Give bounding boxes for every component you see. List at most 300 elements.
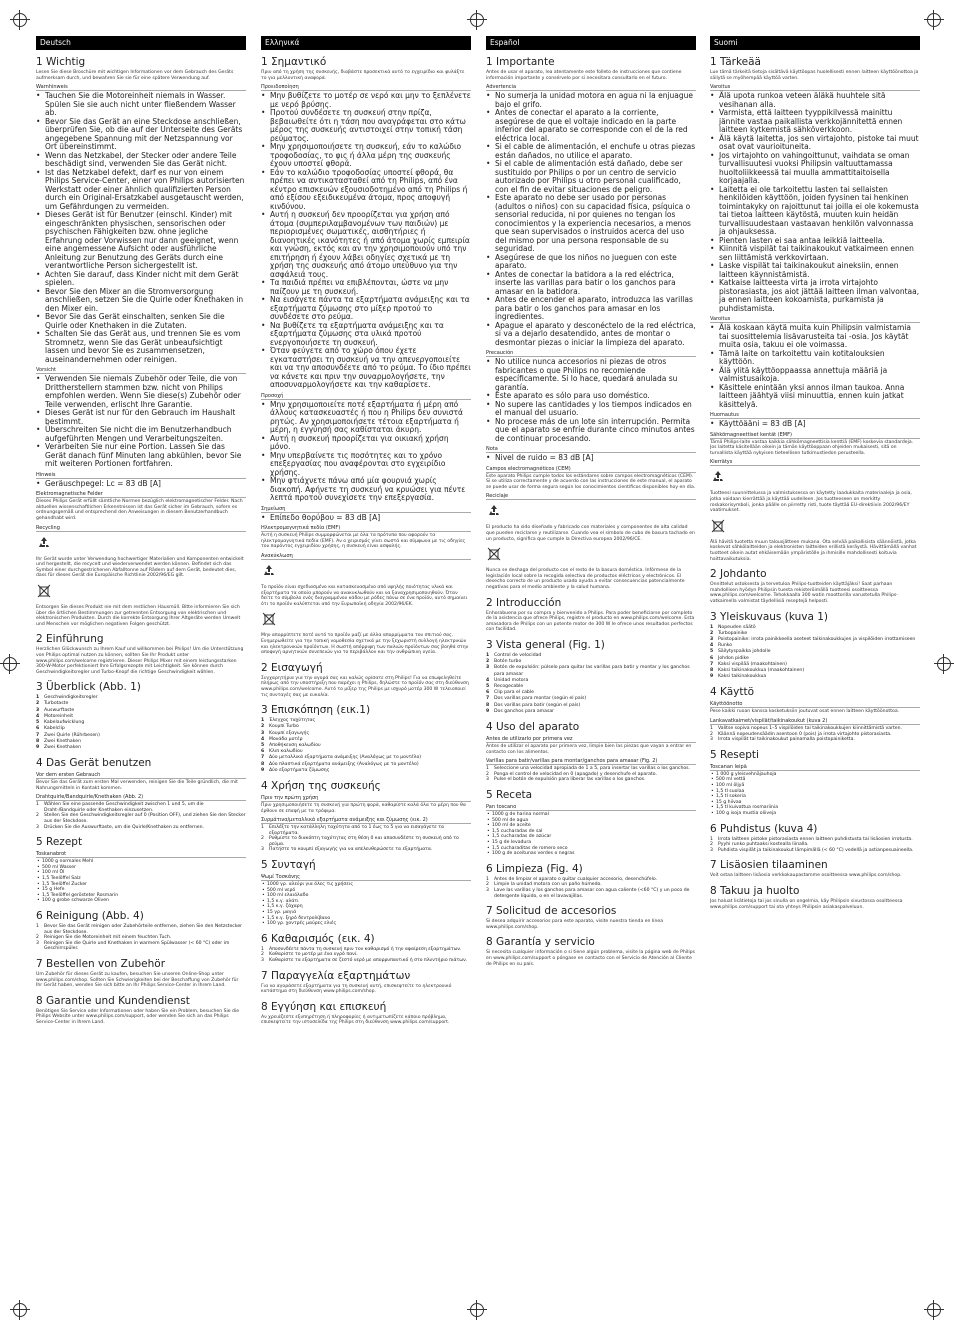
section-cleaning-title: 6 Reinigung (Abb. 4) <box>36 910 144 923</box>
step-item <box>261 825 471 836</box>
list-item: • Μην χρησιμοποιείτε ποτέ εξαρτήματα ή μέρη από άλλους κατασκευαστές ή που η Philips δεν συνιστά ρητώς. Αν χρησιμοποιήσετε τέτοια εξαρτήματα ή μέρη, η εγγύησή σας καθίσταται άκυρη. <box>261 401 471 435</box>
caution-list <box>486 358 696 443</box>
list-item: • Geräuschpegel: Lc = 83 dB [A] <box>36 480 246 489</box>
step-number: 1 <box>486 766 489 772</box>
step-number: 2 <box>710 731 713 737</box>
section-accessories-title: 7 Παραγγελία εξαρτημάτων <box>261 969 411 982</box>
note-list <box>710 420 920 429</box>
list-item: • Antes de encender el aparato, introduzca las varillas para batir o los ganchos para amasar en los ingredientes. <box>486 296 696 322</box>
recycling-text: Tuotteesi suunnittelussa ja valmistuksessa on käytetty laadukkaita materiaaleja ja osia, jotka voidaan kierrättää ja käyttää uudelleen. Jos tuotteeseen on merkitty roskakorisymboli, jonka päälle on piirretty risti, tuote täyttää EU-direktiivin 2002/96/EY vaatimukset. <box>710 491 912 514</box>
list-item: • Εάν το καλώδιο τροφοδοσίας υποστεί φθορά, θα πρέπει να αντικατασταθεί από τη Philips, από ένα κέντρο επισκευών εξουσιοδοτημένο από τη Philips ή από εξίσου εξειδικευμένα άτομα, προς αποφυγή κινδύνου. <box>261 169 471 212</box>
part-number: 4 <box>261 736 265 742</box>
before-first-use-text: Antes de utilizar el aparato por primera vez, limpie bien las piezas que vayan a entrar en contacto con los alimentos. <box>486 744 692 755</box>
part-number: 5 <box>36 720 40 726</box>
step-text: Ponga el control de velocidad en 0 (apagado) y desenchufe el aparato. <box>494 771 657 777</box>
important-intro: Lesen Sie diese Broschüre mit wichtigen Informationen vor dem Gebrauch des Geräts aufmerksam durch, und bewahren Sie sie für eine spätere Verwendung auf. <box>36 70 234 81</box>
disposal-text: Entsorgen Sie dieses Produkt nie mit dem restlichen Hausmüll. Bitte informieren Sie sich über die örtlichen Bestimmungen zur getrennten Entsorgung von elektrischen und elektronischen Produkten. Durch die korrekte Entsorgung Ihrer Altgeräte werden Umwelt und Menschen vor möglichen negativen Folgen geschützt. <box>36 604 241 627</box>
section-guarantee-title: 8 Takuu ja huolto <box>710 884 800 897</box>
part-label: Έλεγχος ταχύτητας <box>269 718 316 724</box>
recipe-name: Toscanan leipä <box>710 764 920 771</box>
part-label: Αποθήκευση καλωδίου <box>269 742 321 748</box>
part-label: Κουμπί εξαγωγής <box>269 730 310 736</box>
list-item: • 1,5 κ.γ. αλάτι <box>261 899 471 905</box>
step-item <box>710 848 920 854</box>
section-overview-title: 3 Επισκόπηση (εικ.1) <box>261 704 371 717</box>
part-number: 1 <box>36 695 40 701</box>
list-item: • Älä upota runkoa veteen äläkä huuhtele sitä vesihanan alla. <box>710 92 920 109</box>
part-number: 7 <box>486 696 490 702</box>
part-label: Control de velocidad <box>494 653 542 658</box>
part-label: Δύο μεταλλικά εξαρτήματα ανάμειξης (Αναλόγως με το μοντέλο) <box>269 755 422 761</box>
caution-heading: Varoitus <box>710 316 920 323</box>
cleaning-steps <box>486 877 696 899</box>
list-item: • Este aparato es sólo para uso doméstico. <box>486 392 696 401</box>
part-label: Turbotaste <box>44 701 69 707</box>
list-item: • Laske vispilät tai taikinakoukut aineksiin, ennen laitteen käynnistämistä. <box>710 262 920 279</box>
list-item: • 1,5 tl sokeria <box>710 794 920 800</box>
recipe-name: Ψωμί Τοσκάνης <box>261 874 471 881</box>
step-text: Puhdista vispilät ja taikinakoukut lämpimällä (< 60 °C) vedellä ja astianpesuaineella. <box>718 847 914 853</box>
note-list <box>36 480 246 489</box>
part-label: Unidad motora <box>494 677 529 683</box>
list-item: • Si el cable de alimentación está dañado, debe ser sustituido por Philips o por un centro de servicio autorizado por Philips u otro personal cualificado, con el fin de evitar situaciones de peligro. <box>486 160 696 194</box>
part-label: Κουμπί Turbo <box>269 724 299 730</box>
list-item: • 15 g de levadura <box>486 840 696 846</box>
recipe-name: Toskanabrot <box>36 851 246 858</box>
crop-mark-top-left <box>10 10 30 30</box>
part-number: 8 <box>486 702 490 708</box>
language-header: Deutsch <box>36 36 246 50</box>
section-important-title: 1 Importante <box>486 56 555 68</box>
step-number: 2 <box>36 813 39 819</box>
section-use-title: 4 Uso del aparato <box>486 721 580 734</box>
recycling-heading: Kierrätys <box>710 459 920 466</box>
part-label: Clip para el cable <box>494 690 534 696</box>
list-item: • Προτού συνδέσετε τη συσκευή στην πρίζα, βεβαιωθείτε ότι η τάση που αναγράφεται στο κάτω μέρος της συσκευής αντιστοιχεί στην τοπική τάση ρεύματος. <box>261 109 471 143</box>
step-item <box>36 924 246 935</box>
part-number: 3 <box>486 665 490 671</box>
list-item: • Katkaise laitteesta virta ja irrota virtajohto pistorasiasta, jos aiot jättää laitteen ilman valvontaa, ja ennen laitteen kokoamista, purkamista ja puhdistamista. <box>710 279 920 313</box>
step-text: Πατήστε το κουμπί εξαγωγής για να απελευθερώσετε τα εξαρτήματα. <box>269 847 433 853</box>
section-guarantee-title: 8 Garantía y servicio <box>486 936 595 949</box>
guarantee-text: Αν χρειάζεστε εξυπηρέτηση ή πληροφορίες ή αντιμετωπίζετε κάποιο πρόβλημα, επισκεφτείτε την ιστοσελίδα της Philips στη διεύθυνση www.philips.com/support. <box>261 1014 450 1026</box>
part-number: 9 <box>261 767 265 773</box>
part-label: Poistopainike: irrota painikkeella aseteet taikinakoukkujen ja vispilöiden irrottamiseen <box>718 637 916 642</box>
list-item: • Käyttöääni = 83 dB [A] <box>710 420 920 429</box>
step-item <box>36 825 246 831</box>
list-item: • 15 g Hefe <box>36 887 246 893</box>
ingredients-list <box>486 812 696 857</box>
step-number: 2 <box>36 935 39 941</box>
part-label: Kaksi vispilää (maakohtainen) <box>718 661 787 667</box>
note-heading: Nota <box>486 446 696 453</box>
emf-heading: Campos electromagnéticos (CEM) <box>486 466 696 473</box>
before-first-use-heading: Käyttöönotto <box>710 701 920 708</box>
step-number: 3 <box>261 847 264 853</box>
step-number: 1 <box>710 836 713 842</box>
step-text: Καθαρίστε το μοτέρ με ένα υγρό πανί. <box>269 952 358 958</box>
list-item: • 100 γρ. χοντρές μαύρες ελιές <box>261 921 471 927</box>
list-item: • 1,5 cucharaditas de romero seco <box>486 846 696 852</box>
step-number: 3 <box>261 958 264 964</box>
step-number: 2 <box>261 952 264 958</box>
list-item: • Όταν φεύγετε από το χώρο όπου έχετε εγκαταστήσει τη συσκευή να την απενεργοποιείτε και να την αποσυνδέετε από το ρεύμα. Το ίδιο πρέπει να κάνετε και πριν την συναρμολογήσετε, την αποσυναρμολογήσετε και την καθαρίσετε. <box>261 347 471 390</box>
ingredients-list <box>710 772 920 817</box>
section-recipe-title: 5 Receta <box>486 789 533 801</box>
part-number: 3 <box>36 707 40 713</box>
step-number: 2 <box>710 842 713 848</box>
list-item: • 1,5 cucharadas de sal <box>486 829 696 835</box>
list-item: • Este aparato no debe ser usado por personas (adultos o niños) con su capacidad física, psíquica o sensorial reducida, ni por quienes no tengan los conocimientos y la experiencia necesarios, a menos que sean supervisados o instruidos acerca del uso del mismo por una persona responsable de su seguridad. <box>486 194 696 254</box>
step-text: Reinigen Sie die Motoreinheit mit einem feuchten Tuch. <box>44 935 172 941</box>
list-item: • Ist das Netzkabel defekt, darf es nur von einem Philips Service-Center, einer von Philips autorisierten Werkstatt oder einer ähnlich qualifizierten Person durch ein Original-Ersatzkabel ausgetauscht werden, um Gefährdungen zu vermeiden. <box>36 169 246 212</box>
list-item: • Überschreiten Sie nicht die im Benutzerhandbuch aufgeführten Mengen und Verarbeitungszeiten. <box>36 426 246 443</box>
part-label: Botón turbo <box>494 659 522 665</box>
part-number: 7 <box>710 661 714 667</box>
part-item <box>486 709 696 715</box>
part-label: Turbopainike <box>718 630 748 636</box>
step-text: Stellen Sie den Geschwindigkeitsregler auf 0 (Position OFF), und ziehen Sie den Stecker aus der Steckdose. <box>44 813 246 825</box>
before-first-use-heading: Vor dem ersten Gebrauch <box>36 772 246 779</box>
caution-heading: Προσοχή <box>261 393 471 400</box>
list-item: • Να βυθίζετε τα εξαρτήματα ανάμειξης και τα εξαρτήματα ζύμωσης στα υλικά προτού ενεργοποιήσετε τη συσκευή. <box>261 322 471 348</box>
language-column-3 <box>486 36 696 1306</box>
part-label: Kabelclip <box>44 726 65 732</box>
step-text: Lave las varillas y los ganchos para amasar con agua caliente (<60 °C) y un poco de detergente líquido, o en el lavavajillas. <box>494 887 690 899</box>
warning-list <box>36 92 246 364</box>
cleaning-steps <box>261 947 471 964</box>
parts-list <box>486 653 696 715</box>
part-number: 1 <box>486 653 490 658</box>
before-first-use-heading: Antes de utilizarlo por primera vez <box>486 736 696 743</box>
part-item <box>261 768 471 774</box>
step-item <box>261 836 471 847</box>
emf-text: Este aparato Philips cumple todos los estándares sobre campos electromagnéticos (CEM). Si se utiliza correctamente y de acuerdo con las instrucciones de este manual, el aparato se puede usar de forma segura según los conocimientos científicos disponibles hoy en día. <box>486 473 696 490</box>
list-item: • Achten Sie darauf, dass Kinder nicht mit dem Gerät spielen. <box>36 271 246 288</box>
part-number: 4 <box>710 643 714 649</box>
step-text: Bevor Sie das Gerät reinigen oder Zubehörteile entfernen, ziehen Sie den Netzstecker aus der Steckdose. <box>44 924 243 935</box>
section-use-title: 4 Χρήση της συσκευής <box>261 779 381 792</box>
step-text: Επιλέξτε την κατάλληλη ταχύτητα από το 1 έως το 5 για να εισαγάγετε τα εξαρτήματα. <box>269 825 445 836</box>
part-label: Nopeuden säätö <box>718 624 756 630</box>
list-item: • Bevor Sie das Gerät einschalten, senken Sie die Quirle oder Knethaken in die Zutaten. <box>36 313 246 330</box>
list-item: • Varmista, että laitteen tyyppikilvessä mainittu jännite vastaa paikallista verkkojännitettä ennen laitteen kytkemistä sähköverkkoon. <box>710 109 920 135</box>
recycling-heading: Ανακύκλωση <box>261 553 471 560</box>
part-number: 9 <box>486 708 490 714</box>
list-item: • Bevor Sie das Gerät an eine Steckdose anschließen, überprüfen Sie, ob die auf der Unterseite des Geräts angegebene Spannung mit der Netzspannung vor Ort übereinstimmt. <box>36 118 246 152</box>
emf-text: Αυτή η συσκευή Philips συμμορφώνεται με όλα τα πρότυπα που αφορούν τα ηλεκτρομαγνητικά πεδία (EMF). Αν ο χειρισμός γίνει σωστά και σύμφωνα με τις οδηγίες του παρόντος εγχειριδίου χρήσης, η συσκευή είναι ασφαλής. <box>261 533 466 550</box>
part-label: Runko <box>718 643 733 649</box>
use-steps <box>36 802 246 830</box>
list-item: • 1,5 cucharadas de azúcar <box>486 834 696 840</box>
part-label: Kaksi taikinakoukkua (maakohtainen) <box>718 668 805 674</box>
warning-list <box>486 92 696 347</box>
step-item <box>36 941 246 952</box>
part-number: 3 <box>261 730 265 736</box>
list-item: • Tämä laite on tarkoitettu vain kotitalouksien käyttöön. <box>710 350 920 367</box>
parts-list <box>36 695 246 751</box>
step-text: Αποσυνδέετε πάντα τη συσκευή πριν τον καθαρισμό ή την αφαίρεση εξαρτημάτων. <box>269 946 462 952</box>
list-item: • No supere las cantidades y los tiempos indicados en el manual del usuario. <box>486 401 696 418</box>
list-item: • 500 ml νερό <box>261 888 471 894</box>
step-text: Wählen Sie eine passende Geschwindigkeit zwischen 1 und 5, um die Draht-/Bandquirle oder Knethaken einzusetzen. <box>44 802 204 813</box>
list-item: • Αυτή η συσκευή προορίζεται για οικιακή χρήση μόνο. <box>261 435 471 452</box>
list-item: • 500 ml Wasser <box>36 865 246 871</box>
section-accessories-title: 7 Bestellen von Zubehör <box>36 957 166 970</box>
list-item: • 1,5 Teelöffel Salz <box>36 876 246 882</box>
recycle-icon <box>261 563 277 579</box>
language-header: Suomi <box>710 36 920 50</box>
part-label: Zwei Quirle (Rührbesen) <box>44 732 100 738</box>
part-number: 5 <box>486 684 490 690</box>
recycle-icon <box>710 469 726 485</box>
beaters-heading: Lankavatkaimet/vispilät/taikinakoukut (kuva 2) <box>710 718 920 725</box>
important-intro: Πριν από τη χρήση της συσκευής, διαβάστε προσεκτικά αυτό το εγχειρίδιο και φυλάξτε το για μελλοντική αναφορά. <box>261 70 465 81</box>
list-item: • 1,5 κ.γ. ξηρό δεντρολίβανο <box>261 916 471 922</box>
part-number: 5 <box>710 649 714 655</box>
list-item: • Να εισάγετε πάντα τα εξαρτήματα ανάμειξης και τα εξαρτήματα ζύμωσης στο μίξερ προτού το συνδέσετε στο ρεύμα. <box>261 296 471 322</box>
part-number: 3 <box>710 637 714 642</box>
beaters-heading: Drahtquirle/Bandquirle/Knethaken (Abb. 2) <box>36 794 246 801</box>
list-item: • Wenn das Netzkabel, der Stecker oder andere Teile beschädigt sind, verwenden Sie das Gerät nicht. <box>36 152 246 169</box>
important-intro: Antes de usar el aparato, lea atentamente este folleto de instrucciones que contiene información importante y consérvelo por si necesitara consultarlo en el futuro. <box>486 70 682 81</box>
step-text: Reinigen Sie die Quirle und Knethaken in warmem Spülwasser (< 60 °C) oder im Geschirrspüler. <box>44 940 230 952</box>
ingredients-list <box>261 882 471 927</box>
part-number: 9 <box>710 674 714 680</box>
crop-mark-mid-left <box>0 654 20 674</box>
list-item: • 100 ml öljyä <box>710 783 920 789</box>
recycle-icon <box>36 535 52 551</box>
part-item <box>486 665 696 677</box>
cleaning-steps <box>710 837 920 854</box>
introduction-text: Herzlichen Glückwunsch zu Ihrem Kauf und willkommen bei Philips! Um die Unterstützung von Philips optimal nutzen zu können, sollten Sie Ihr Produkt unter www.philips.com/welcome registrieren. Dieser Philips Mixer mit einem leistungsstarken 300-W-Motor perfektioniert Ihre Erfolgsrezepte mit Leichtigkeit. Sie können durch Geschwindigkeitsregler und Turbo-Knopf die richtige Geschwindigkeit wählen. <box>36 647 244 675</box>
warning-heading: Προειδοποίηση <box>261 84 471 91</box>
part-number: 6 <box>486 690 490 696</box>
language-column-2 <box>261 36 471 1306</box>
part-number: 7 <box>36 732 40 738</box>
recycling-text: El producto ha sido diseñado y fabricado con materiales y componentes de alta calidad que pueden reciclarse y reutilizarse. Cuando vea el símbolo de cubo de basura tachado en un producto, significa que cumple la Directiva europea 2002/96/CE. <box>486 525 695 542</box>
list-item: • 500 ml de agua <box>486 818 696 824</box>
disposal-text: Nunca se deshaga del producto con el resto de la basura doméstica. Infórmese de la legislación local sobre la recogida selectiva de productos eléctricos y electrónicos. El desecho correcto de un producto usado ayuda a evitar consecuencias potencialmente negativas para el medio ambiente y la salud humana. <box>486 568 685 591</box>
parts-list <box>261 718 471 774</box>
list-item: • 100 ml Öl <box>36 870 246 876</box>
list-item: • Antes de conectar el aparato a la corriente, asegúrese de que el voltaje indicado en la parte inferior del aparato se corresponde con el de la red eléctrica local. <box>486 109 696 143</box>
part-number: 8 <box>261 761 265 767</box>
use-steps <box>486 766 696 783</box>
part-label: Kaksi taikinakoukkua <box>718 674 767 680</box>
introduction-text: Onnittelut ostoksesta ja tervetuloa Philips-tuotteiden käyttäjäksi! Saat parhaan mahdollisen hyödyn Philipsin tuesta rekisteröimällä tuotteesi osoitteessa www.philips.com/welcome. Tehokkaalla 300 watin moottorilla varustetulla Philips-vatkaimella valmistat täydellisiä reseptejä helposti. <box>710 582 898 604</box>
list-item: • 15 g hiivaa <box>710 800 920 806</box>
list-item: • 1,5 Teelöffel Zucker <box>36 882 246 888</box>
step-number: 3 <box>36 824 39 830</box>
before-first-use-text: Bevor Sie das Gerät zum ersten Mal verwenden, reinigen Sie die Teile gründlich, die mit Nahrungsmitteln in Kontakt kommen. <box>36 780 238 791</box>
step-item <box>261 847 471 853</box>
list-item: • Verarbeiten Sie nur eine Portion. Lassen Sie das Gerät danach fünf Minuten lang abkühlen, bevor Sie mit weiteren Portionen fortfahren. <box>36 443 246 469</box>
beaters-heading: Συρμάτινα/μεταλλικά εξαρτήματα ανάμειξης και ζύμωσης (εικ. 2) <box>261 817 471 824</box>
list-item: • 1,5 κ.γ. ζάχαρη <box>261 904 471 910</box>
step-text: Pyyhi runko puhtaaksi kostealla liinalla. <box>718 842 809 848</box>
crop-mark-top-center <box>467 10 487 30</box>
warning-heading: Advertencia <box>486 84 696 91</box>
step-number: 1 <box>710 726 713 732</box>
list-item: • 1,5 tl kuivattua rosmariinia <box>710 805 920 811</box>
part-number: 8 <box>710 668 714 674</box>
disposal-text: Μην απορρίπτετε ποτέ αυτό το προϊόν μαζί με άλλα απορρίμματα του σπιτιού σας. Ενημερωθείτε για την τοπική νομοθεσία σχετικά με την ξεχωριστή συλλογή ηλεκτρικών και ηλεκτρονικών προϊόντων. Η σωστή απόρριψη των παλιών προϊόντων σας βοηθά στην αποφυγή αρνητικών συνεπειών για το περιβάλλον και την ανθρώπινη υγεία. <box>261 633 469 656</box>
warning-heading: Varoitus <box>710 84 920 91</box>
list-item: • Dieses Gerät ist nur für den Gebrauch im Haushalt bestimmt. <box>36 409 246 426</box>
use-steps <box>261 825 471 853</box>
crossed-bin-icon <box>261 611 277 627</box>
list-item: • Μην φτιάχνετε πάνω από μία φουρνιά χωρίς διακοπή. Αφήνετε τη συσκευή να κρυώσει για πέντε λεπτά προτού συνεχίσετε την επεξεργασία. <box>261 477 471 503</box>
part-label: Dos varillas para batir (según el país) <box>494 702 581 708</box>
list-item: • Μην βυθίζετε το μοτέρ σε νερό και μην το ξεπλένετε με νερό βρύσης. <box>261 92 471 109</box>
part-number: 9 <box>36 744 40 750</box>
guarantee-text: Benötigen Sie Service oder Informationen oder haben Sie ein Problem, besuchen Sie die Philips Website unter www.philips.com/support, oder wenden Sie sich an das Philips Service-Center in Ihrem Land. <box>36 1008 240 1025</box>
step-number: 1 <box>486 876 489 882</box>
note-list <box>261 514 471 523</box>
emf-heading: Elektromagnetische Felder <box>36 491 246 498</box>
part-label: Dos ganchos para amasar <box>494 708 555 714</box>
step-text: Antes de limpiar el aparato o quitar cualquier accesorio, desenchúfelo. <box>494 876 658 882</box>
list-item: • 100 g isoja mustia oliiveja <box>710 811 920 817</box>
language-header: Español <box>486 36 696 50</box>
language-column-1 <box>36 36 246 1306</box>
caution-list <box>261 401 471 503</box>
introduction-text: Enhorabuena por su compra y bienvenido a Philips. Para poder beneficiarse por completo de la asistencia que ofrece Philips, registre el producto en www.philips.com/welcome. Esta amasadora de Philips con un potente motor de 300 W le ofrece unos resultados perfectos con facilidad. <box>486 610 695 633</box>
list-item: • Verwenden Sie niemals Zubehör oder Teile, die von Drittherstellern stammen bzw. nicht von Philips empfohlen werden. Wenn Sie diese(s) Zubehör oder Teile verwenden, erlischt Ihre Garantie. <box>36 375 246 409</box>
section-recipe-title: 5 Rezept <box>36 836 83 849</box>
step-text: Pulse el botón de expulsión para liberar las varillas o los ganchos. <box>494 777 646 783</box>
step-text: Irrota vispilät tai taikinakoukut painamalla poistopainiketta. <box>718 737 855 743</box>
accessories-text: Για να αγοράσετε εξαρτήματα για τη συσκευή αυτή, επισκεφτείτε το ηλεκτρονικό κατάστημα στη διεύθυνση www.philips.com/shop. <box>261 983 452 995</box>
list-item: • 100 ml ελαιόλαδο <box>261 893 471 899</box>
crop-mark-bottom-right <box>924 1300 944 1320</box>
section-guarantee-title: 8 Garantie und Kundendienst <box>36 994 190 1007</box>
part-label: Δύο εξαρτήματα ζύμωσης <box>269 767 330 773</box>
list-item: • Antes de conectar la batidora a la red eléctrica, inserte las varillas para batir o los ganchos para amasar en la batidora. <box>486 271 696 297</box>
accessories-text: Um Zubehör für dieses Gerät zu kaufen, besuchen Sie unseren Online-Shop unter www.philips.com/shop. Sollten Sie Schwierigkeiten bei der Beschaffung von Zubehör für Ihr Gerät haben, wenden Sie sich bitte an Ihr Philips Service-Center in Ihrem Land. <box>36 971 239 989</box>
list-item: • Käsittele enintään yksi annos ilman taukoa. Anna laitteen jäähtyä viisi minuuttia, ennen kuin jatkat käsittelyä. <box>710 384 920 410</box>
parts-list <box>710 625 920 681</box>
list-item: • 100 g de aceitunas verdes o negras <box>486 851 696 857</box>
step-text: Käännä nopeudensäädin asentoon 0 (pois) ja irrota virtajohto pistorasiasta. <box>718 731 892 737</box>
step-number: 2 <box>486 771 489 777</box>
list-item: • 15 γρ. μαγιά <box>261 910 471 916</box>
part-label: Motoreinheit <box>44 713 74 719</box>
list-item: • Jos virtajohto on vahingoittunut, vaihdata se oman turvallisuutesi vuoksi Philipsin valtuuttamassa huoltoliikkeessä tai muulla ammattitaitoisella korjaajalla. <box>710 152 920 186</box>
before-first-use-text: Pese kaikki ruoan kanssa kosketuksiin joutuvat osat ennen laitteen käyttöönottoa. <box>710 709 900 715</box>
step-number: 3 <box>710 737 713 743</box>
section-important-title: 1 Tärkeää <box>710 56 761 68</box>
step-text: Seleccione una velocidad apropiada de 1 a 5, para insertar las varillas o los ganchos. <box>494 766 691 772</box>
part-number: 6 <box>710 655 714 661</box>
warning-heading: Warnhinweis <box>36 84 246 91</box>
list-item: • Älä ylitä käyttöoppaassa annettuja määriä ja valmistusaikoja. <box>710 367 920 384</box>
part-label: Μονάδα μοτέρ <box>269 736 303 742</box>
part-number: 1 <box>261 718 265 724</box>
list-item: • 100 ml de aceite <box>486 823 696 829</box>
note-heading: Σημείωση <box>261 506 471 513</box>
part-number: 2 <box>261 724 265 730</box>
caution-list <box>36 375 246 469</box>
part-label: Kabelaufwicklung <box>44 720 85 726</box>
note-heading: Huomautus <box>710 412 920 419</box>
step-item <box>261 958 471 964</box>
emf-heading: Ηλεκτρομαγνητικά πεδία (EMF) <box>261 525 471 532</box>
list-item: • Si el cable de alimentación, el enchufe u otras piezas están dañados, no utilice el aparato. <box>486 143 696 160</box>
section-introduction-title: 2 Johdanto <box>710 568 767 581</box>
part-number: 8 <box>36 738 40 744</box>
section-important-title: 1 Wichtig <box>36 56 86 68</box>
list-item: • 100 g grobe schwarze Oliven <box>36 898 246 904</box>
step-number: 1 <box>261 946 264 952</box>
section-overview-title: 3 Yleiskuvaus (kuva 1) <box>710 610 828 623</box>
step-text: Ρυθμίστε το διακόπτη ταχύτητας στη θέση 0 και αποσυνδέστε τη συσκευή από το ρεύμα. <box>269 836 459 847</box>
step-text: Irrota laitteen pistoke pistorasiasta ennen laitteen puhdistusta tai lisäosien irrotusta. <box>718 836 913 842</box>
section-cleaning-title: 6 Limpieza (Fig. 4) <box>486 862 583 875</box>
caution-heading: Vorsicht <box>36 367 246 374</box>
list-item: • Tauchen Sie die Motoreinheit niemals in Wasser. Spülen Sie sie auch nicht unter fließendem Wasser ab. <box>36 92 246 118</box>
section-accessories-title: 7 Lisäosien tilaaminen <box>710 859 828 872</box>
step-item <box>36 813 246 824</box>
part-number: 4 <box>36 713 40 719</box>
step-text: Καθαρίστε τα εξαρτήματα σε ζεστό νερό με απορρυπαντικό ή στο πλυντήριο πιάτων. <box>269 958 468 964</box>
list-item: • 1000 γρ. αλεύρι για όλες τις χρήσεις <box>261 882 471 888</box>
section-recipe-title: 5 Resepti <box>710 748 759 761</box>
cleaning-steps <box>36 924 246 952</box>
list-item: • Älä käytä laitetta, jos sen virtajohto, pistoke tai muut osat ovat vaurioituneita. <box>710 135 920 152</box>
warning-list <box>710 92 920 313</box>
section-introduction-title: 2 Einführung <box>36 633 104 646</box>
part-label: Säilytyspaikka johdolle <box>718 649 771 655</box>
crop-mark-mid-right <box>934 654 954 674</box>
step-text: Valitse sopiva nopeus 1–5 vispilöiden tai taikinakoukkujen kiinnittämistä varten. <box>718 726 902 732</box>
before-first-use-heading: Πριν την πρώτη χρήση <box>261 795 471 802</box>
part-number: 1 <box>710 624 714 630</box>
list-item: • 1000 g normales Mehl <box>36 859 246 865</box>
list-item: • Μην χρησιμοποιήσετε τη συσκευή, εάν το καλώδιο τροφοδοσίας, το φις ή άλλα μέρη της συσκευής έχουν υποστεί φθορά. <box>261 143 471 169</box>
list-item: • Kiinnitä vispilät tai taikinakoukut vatkaimeen ennen sen liittämistä verkkovirtaan. <box>710 245 920 262</box>
part-label: Κλιπ καλωδίου <box>269 749 303 755</box>
recycling-heading: Recycling <box>36 525 246 532</box>
part-number: 2 <box>710 630 714 636</box>
step-number: 2 <box>261 836 264 842</box>
list-item: • Αυτή η συσκευή δεν προορίζεται για χρήση από άτομα (συμπεριλαμβανομένων των παιδιών) με περιορισμένες σωματικές, αισθητήριες ή διανοητικές ικανότητες ή από άτομα χωρίς εμπειρία και γνώση, εκτός και αν την χρησιμοποιούν υπό την επιτήρηση ή έχουν λάβει οδηγίες σχετικά με τη χρήση της συσκευής από άτομο υπεύθυνο για την ασφάλειά τους. <box>261 211 471 279</box>
list-item: • Bevor Sie den Mixer an die Stromversorgung anschließen, setzen Sie die Quirle oder Knethaken in den Mixer ein. <box>36 288 246 314</box>
disposal-text: Älä hävitä tuotetta muun talousjätteen mukana. Ota selvää paikallisista säännöistä, jotka koskevat sähkölaitteiden ja elektronisten laitteiden erillistä keräystä. Hävittämällä vanhat tuotteet oikein autat ehkäisemään ympäristölle ja ihmisille mahdollisesti koituvia haittavaikutuksia. <box>710 539 917 562</box>
recycling-heading: Reciclaje <box>486 493 696 500</box>
step-item <box>36 802 246 813</box>
section-recipe-title: 5 Συνταγή <box>261 859 316 872</box>
part-label: Recogecable <box>494 684 524 690</box>
part-number: 2 <box>36 701 40 707</box>
section-overview-title: 3 Überblick (Abb. 1) <box>36 681 141 694</box>
list-item: • 1,5 Teelöffel gerösteter Rosmarin <box>36 893 246 899</box>
list-item: • Schalten Sie das Gerät aus, und trennen Sie es vom Stromnetz, wenn Sie das Gerät unbeaufsichtigt lassen und bevor Sie es zusammensetzen, auseinandernehmen oder reinigen. <box>36 330 246 364</box>
step-number: 1 <box>36 924 39 930</box>
step-text: Limpie la unidad motora con un paño húmedo. <box>494 882 602 888</box>
step-number: 3 <box>36 940 39 946</box>
part-number: 4 <box>486 677 490 683</box>
accessories-text: Si desea adquirir accesorios para este aparato, visite nuestra tienda en línea www.philips.com/shop. <box>486 919 664 930</box>
part-label: Δύο πλαστικά εξαρτήματα ανάμειξης (Αναλόγως με το μοντέλο) <box>269 761 419 767</box>
crop-mark-top-right <box>924 10 944 30</box>
recycle-icon <box>486 503 502 519</box>
warning-list <box>261 92 471 390</box>
step-number: 3 <box>486 777 489 783</box>
step-item <box>486 777 696 783</box>
part-label: Zwei Knethaken <box>44 744 81 750</box>
